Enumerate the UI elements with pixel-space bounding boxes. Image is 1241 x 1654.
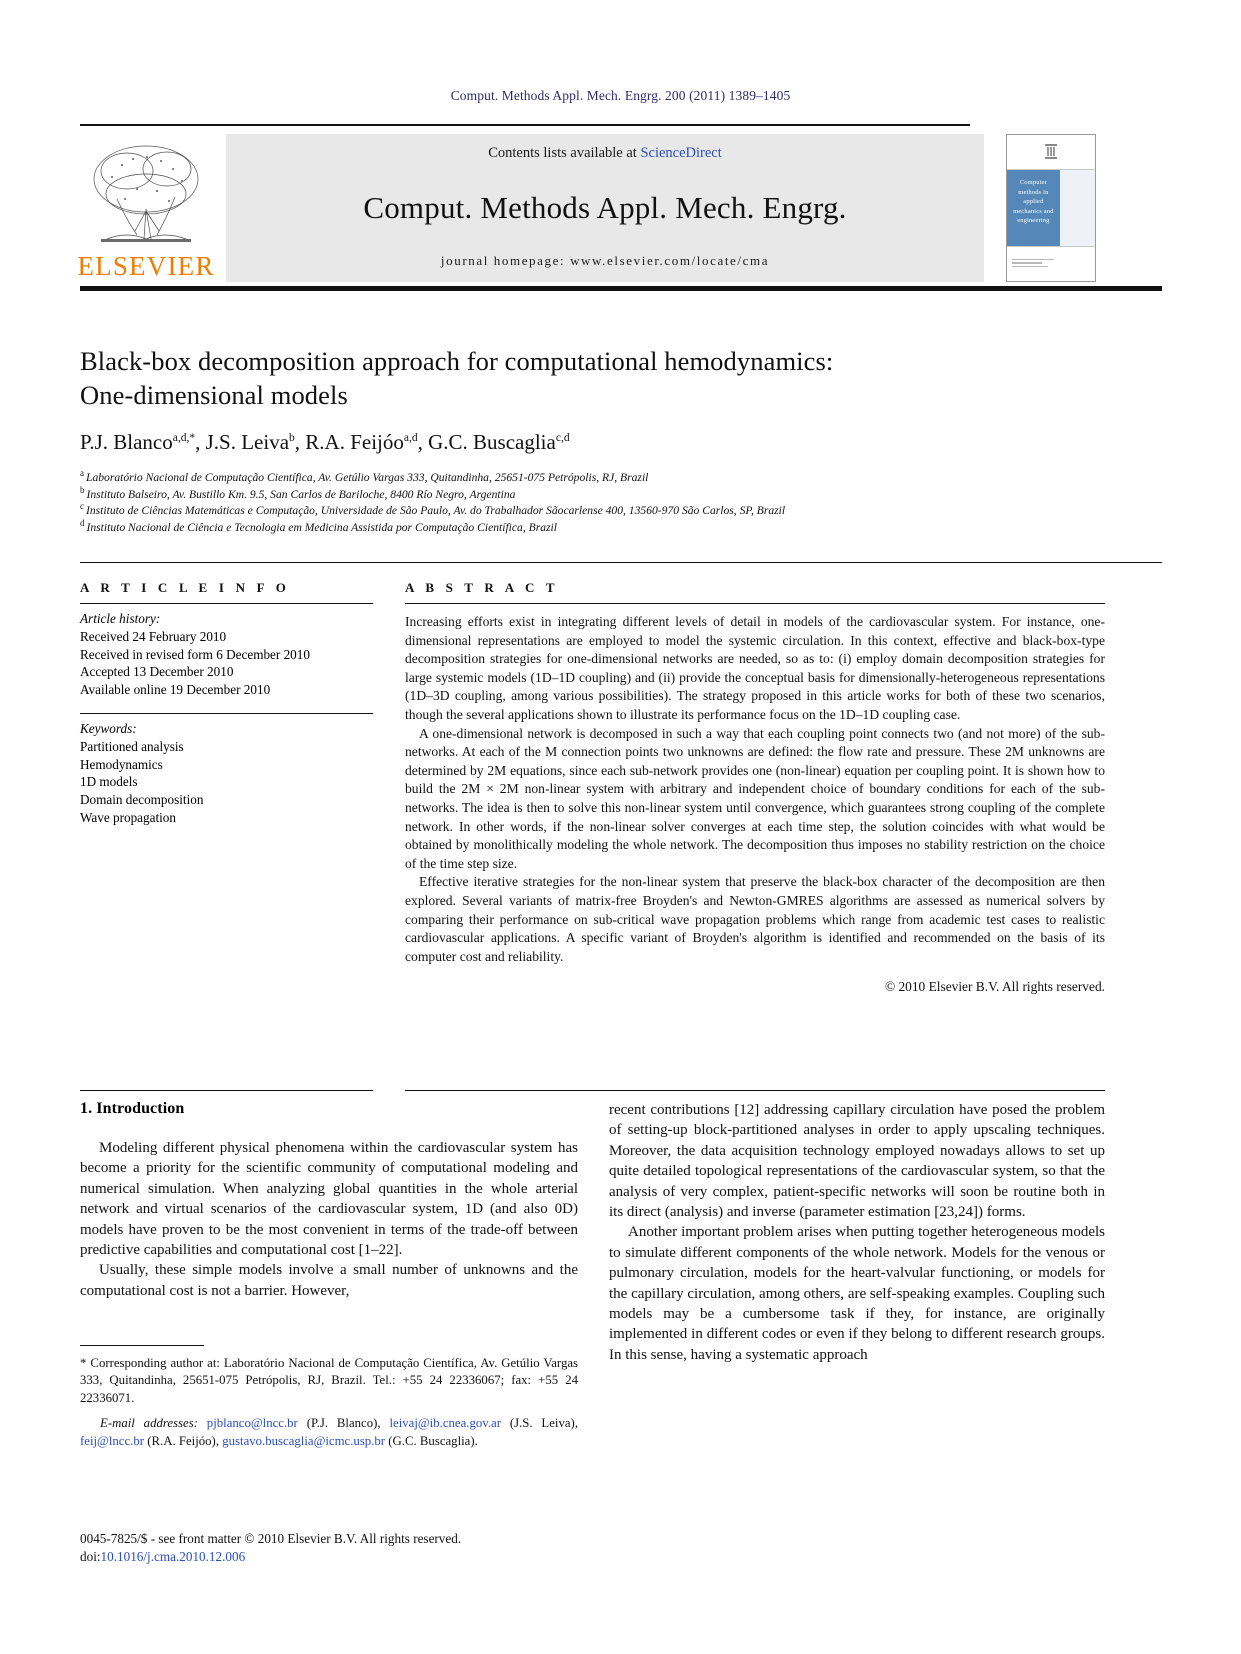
- cover-bottom-lines: [1012, 259, 1054, 270]
- affiliation-text: Instituto Nacional de Ciência e Tecnologia em Medicina Assistida por Computação Científica, Brazil: [86, 520, 557, 534]
- author-affil-marks: c,d: [555, 432, 570, 444]
- cover-right-fill: [1060, 170, 1095, 246]
- body-paragraph: Another important problem arises when putting together heterogeneous models to simulate different components of the whole network. Models for the venous or pulmonary circulation, models for the heart-valvular functioning, or models for the capillary circulation, among others, are self-speaking examples. Coupling such models may be a cumbersome task if they, for instance, are originally implemented in different codes or even if they belong to different research groups. In this sense, having a systematic approach: [609, 1224, 1105, 1363]
- journal-masthead: [77, 124, 1162, 291]
- elsevier-logo: [77, 134, 215, 282]
- author-name: J.S. Leiva: [205, 430, 290, 454]
- history-item: Accepted 13 December 2010: [80, 664, 234, 680]
- affiliation-mark: d: [80, 517, 85, 528]
- email-sep: ,: [377, 1416, 381, 1431]
- affiliation-mark: c: [80, 501, 84, 512]
- email-sep: ,: [215, 1433, 220, 1448]
- email-sep: ,: [574, 1416, 579, 1431]
- abstract-copyright: © 2010 Elsevier B.V. All rights reserved.: [884, 979, 1105, 995]
- email-addresses-note: [80, 1415, 578, 1450]
- intro-text-right: [609, 1100, 1105, 1365]
- cover-top-area: [1007, 135, 1095, 170]
- abstract-column: [405, 580, 1105, 997]
- footnote-block: [80, 1345, 578, 1450]
- email-owner: (P.J. Blanco): [306, 1416, 378, 1431]
- author-entry: [428, 430, 569, 454]
- keyword-item: 1D models: [80, 774, 138, 790]
- abstract-paragraph: A one-dimensional network is decomposed in such a way that each coupling point connects two (and not more) of the sub-networks. At each of the M connection points two unknowns are defined: the flow rate and pressure. These 2M unknowns are determined by 2M equations, since each sub-network provides one (non-linear) equation per coupling point. It is shown how to build the 2M × 2M non-linear system with arbitrary and independent choice of boundary conditions for each of the sub-networks. The idea is then to solve this non-linear system until convergence, which guarantees strong coupling of the complete network. In other words, if the non-linear solver converges at each time step, the solution coincides with what would be obtained by monolithically modeling the whole network. The decomposition thus imposes no stability restriction on the choice of the time step size.: [405, 725, 1105, 871]
- author-entry: [206, 430, 295, 454]
- cover-emblem-icon: [1044, 142, 1058, 162]
- keyword-item: Partitioned analysis: [80, 738, 184, 754]
- email-label: E-mail addresses:: [100, 1416, 198, 1431]
- cover-bottom-area: [1007, 246, 1095, 281]
- running-head: Comput. Methods Appl. Mech. Engrg. 200 (2011) 1389–1405: [450, 88, 791, 103]
- elsevier-wordmark: ELSEVIER: [77, 251, 215, 281]
- elsevier-tree-icon: [87, 139, 205, 251]
- keywords-label: Keywords:: [80, 720, 137, 736]
- email-link[interactable]: leivaj@ib.cnea.gov.ar: [389, 1416, 501, 1431]
- cover-band-title: Computer methods in applied mechanics and engineering: [1007, 170, 1060, 246]
- body-paragraph: Modeling different physical phenomena within the cardiovascular system has become a priority for the scientific community of computational modeling and numerical simulation. When analyzing global quantities in the whole arterial network and virtual scenarios of the cardiovascular system, 1D (and also 0D) models have proven to be the most convenient in terms of the trade-off between predictive capabilities and computational cost [1–22].: [80, 1140, 578, 1259]
- affiliation-mark: a: [80, 468, 84, 479]
- corresponding-author-note: [80, 1355, 578, 1407]
- intro-text-left: [80, 1138, 578, 1301]
- body-column-right: [609, 1100, 1105, 1365]
- article-history-group: [80, 604, 373, 713]
- history-item: Received 24 February 2010: [80, 628, 227, 644]
- email-link[interactable]: pjblanco@lncc.br: [206, 1416, 298, 1431]
- article-info-bottom-rule: [80, 1090, 373, 1091]
- article-info-heading: A R T I C L E I N F O: [80, 580, 291, 595]
- contents-list-line: [488, 145, 722, 162]
- author-affil-marks: a,d,*: [172, 432, 196, 444]
- sciencedirect-link[interactable]: ScienceDirect: [640, 145, 722, 161]
- page-title: [80, 344, 1090, 412]
- doi-line: [80, 1548, 600, 1566]
- body-paragraph: Usually, these simple models involve a small number of unknowns and the computational cost is not a barrier. However,: [80, 1262, 578, 1299]
- email-owner: (J.S. Leiva): [509, 1416, 575, 1431]
- affiliation-item: [80, 517, 1090, 537]
- author-list: P.J. Blanco$^{a,d,*}$, J.S. Leiva$^b$, R.A. Feijóo$^{a,d}$, G.C. Buscaglia$^{c,d}$: [80, 430, 570, 454]
- email-link[interactable]: feij@lncc.br: [80, 1433, 145, 1448]
- history-item: Available online 19 December 2010: [80, 682, 271, 698]
- article-info-column: [80, 580, 373, 841]
- front-matter-line: 0045-7825/$ - see front matter © 2010 Elsevier B.V. All rights reserved.: [80, 1531, 462, 1546]
- email-owner: (G.C. Buscaglia).: [388, 1433, 478, 1448]
- affiliation-text: Instituto de Ciências Matemáticas e Computação, Universidade de São Paulo, Av. do Trabalhador Sãocarlense 400, 13560-970 São Carlos, SP, Brazil: [86, 504, 786, 518]
- history-item: Received in revised form 6 December 2010: [80, 646, 310, 662]
- info-section-top-rule: [80, 562, 1162, 563]
- affiliation-text: Instituto Balseiro, Av. Bustillo Km. 9.5, San Carlos de Bariloche, 8400 Río Negro, Argentina: [86, 487, 516, 501]
- title-block: [80, 344, 1090, 536]
- email-link[interactable]: gustavo.buscaglia@icmc.usp.br: [222, 1433, 386, 1448]
- author-name: P.J. Blanco: [80, 430, 173, 454]
- journal-homepage-link[interactable]: journal homepage: www.elsevier.com/locate/cma: [440, 253, 770, 268]
- author-affil-marks: b: [289, 432, 295, 444]
- asterisk-icon: *: [80, 1356, 87, 1370]
- author-name: R.A. Feijóo: [305, 430, 404, 454]
- keywords-group: [80, 714, 373, 841]
- affiliation-item: [80, 484, 1090, 504]
- author-entry: [305, 430, 417, 454]
- abstract-heading: A B S T R A C T: [405, 580, 559, 595]
- affiliation-item: [80, 470, 1090, 487]
- keyword-item: Wave propagation: [80, 809, 176, 825]
- affiliation-mark: b: [80, 484, 85, 495]
- masthead-top-rule: [80, 124, 970, 126]
- journal-title: Comput. Methods Appl. Mech. Engrg.: [363, 189, 847, 225]
- masthead-center-panel: [226, 134, 984, 282]
- affiliation-item: [80, 503, 1090, 520]
- corresponding-author-text: Corresponding author at: Laboratório Nacional de Computação Científica, Av. Getúlio Vargas 333, Quitandinha, 25651-075 Petrópolis, RJ, Brazil. Tel.: +55 24 22336067; fax: +55 24 22336071.: [80, 1356, 578, 1405]
- title-line-2: One-dimensional models: [80, 380, 348, 410]
- body-column-left: [80, 1100, 578, 1301]
- contents-prefix-text: Contents lists available at: [488, 145, 641, 161]
- abstract-paragraph: Effective iterative strategies for the non-linear system that preserve the black-box character of the decomposition are then explored. Several variants of matrix-free Broyden's and Newton-GMRES algorithms are assessed as numerical solvers by comparing their performance on sub-critical wave propagation problems which range from academic test cases to realistic cardiovascular applications. A specific variant of Broyden's algorithm is identified and recommended on the basis of its computer cost and reliability.: [405, 874, 1105, 964]
- author-entry: [80, 430, 195, 454]
- affiliation-text: Laboratório Nacional de Computação Científica, Av. Getúlio Vargas 333, Quitandinha, 25651-075 Petrópolis, RJ, Brazil: [86, 471, 649, 484]
- masthead-bottom-rule: [80, 286, 1162, 291]
- abstract-bottom-rule: [405, 1090, 1105, 1091]
- email-owner: (R.A. Feijóo): [147, 1433, 216, 1448]
- affiliation-list: [80, 470, 1090, 536]
- journal-cover-thumbnail: [1006, 134, 1096, 282]
- doi-prefix: doi:: [80, 1549, 101, 1564]
- keyword-item: Hemodynamics: [80, 756, 163, 772]
- abstract-body: [405, 604, 1105, 997]
- section-title-introduction: 1. Introduction: [80, 1100, 185, 1117]
- keyword-item: Domain decomposition: [80, 792, 204, 808]
- article-history-label: Article history:: [80, 611, 161, 626]
- author-affil-marks: a,d: [403, 432, 418, 444]
- doi-link[interactable]: 10.1016/j.cma.2010.12.006: [100, 1549, 246, 1564]
- footnote-text: [80, 1355, 578, 1450]
- imprint-block: [80, 1530, 600, 1566]
- author-name: G.C. Buscaglia: [428, 430, 556, 454]
- body-paragraph: recent contributions [12] addressing capillary circulation have posed the problem of setting-up block-partitioned analyses in order to apply upscaling techniques. Moreover, the data acquisition technology employed nowadays allows to set up quite detailed topological representations of the cardiovascular system, so that the analysis of very complex, patient-specific networks will soon be routine both in its direct (analysis) and inverse (parameter estimation [23,24]) forms.: [609, 1102, 1105, 1221]
- footnote-separator-rule: [80, 1345, 204, 1346]
- cover-middle-area: [1007, 170, 1095, 246]
- title-line-1: Black-box decomposition approach for computational hemodynamics:: [80, 346, 834, 376]
- abstract-paragraph: Increasing efforts exist in integrating different levels of detail in models of the cardiovascular system. For instance, one-dimensional representations are employed to model the systemic circulation. In this context, effective and black-box-type decomposition strategies for one-dimensional networks are needed, so as to: (i) employ domain decomposition strategies for large systemic models (1D–1D coupling) and (ii) provide the conceptual basis for dimensionally-heterogeneous representations (1D–3D coupling, among various possibilities). The strategy proposed in this article works for both of these two scenarios, though the several applications shown to illustrate its performance focus on the 1D–1D coupling case.: [405, 614, 1105, 722]
